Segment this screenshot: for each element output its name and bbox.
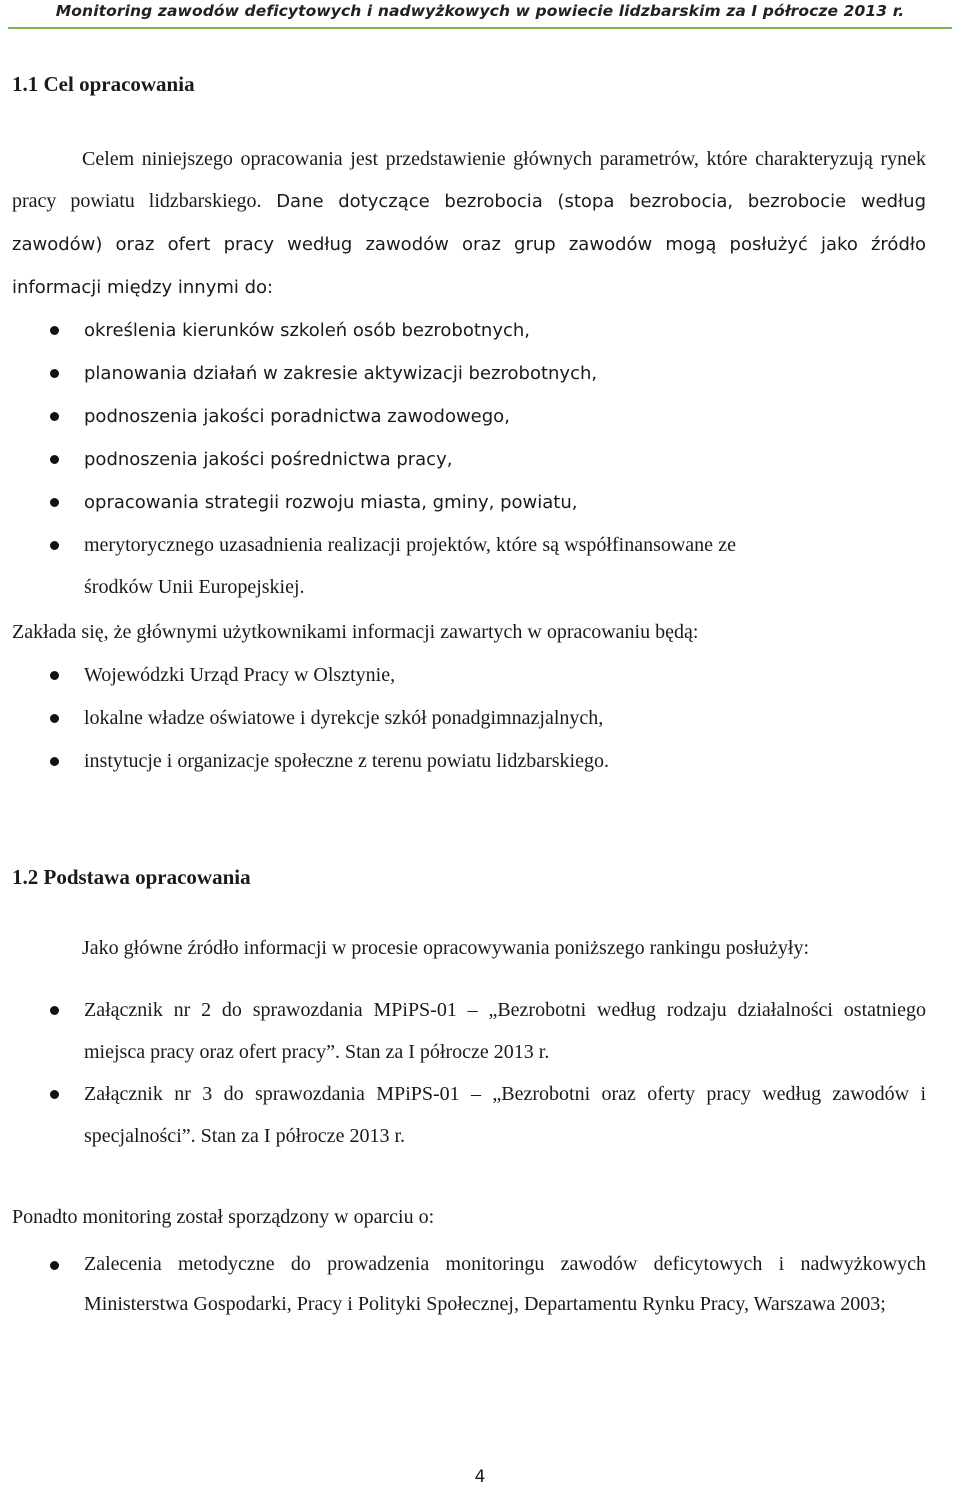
list-item: planowania działań w zakresie aktywizacji bezrobotnych,	[12, 352, 926, 395]
bullet-icon	[50, 1261, 59, 1270]
users-intro: Zakłada się, że głównymi użytkownikami informacji zawartych w opracowaniu będą:	[12, 621, 699, 643]
list-item: Wojewódzki Urząd Pracy w Olsztynie,	[12, 654, 926, 697]
running-header	[0, 0, 960, 40]
list-item: podnoszenia jakości pośrednictwa pracy,	[12, 438, 926, 481]
list-item: lokalne władze oświatowe i dyrekcje szkół ponadgimnazjalnych,	[12, 697, 926, 740]
list-item: podnoszenia jakości poradnictwa zawodowego,	[12, 395, 926, 438]
list-item: określenia kierunków szkoleń osób bezrobotnych,	[12, 309, 926, 352]
also-intro: Ponadto monitoring został sporządzony w oparciu o:	[12, 1205, 435, 1228]
bullet-icon	[50, 671, 59, 680]
bullet-icon	[50, 1006, 59, 1015]
header-title: Monitoring zawodów deficytowych i nadwyżkowych w powiecie lidzbarskim za I półrocze 2013 r.	[55, 2, 905, 20]
list-item: Załącznik nr 3 do sprawozdania MPiPS-01 – „Bezrobotni oraz oferty pracy według zawodów i specjalności”. Stan za I półrocze 2013 r.	[12, 1073, 926, 1157]
section-heading-1-2: 1.2 Podstawa opracowania	[12, 864, 251, 889]
bullet-icon	[50, 369, 59, 378]
list-item: instytucje i organizacje społeczne z terenu powiatu lidzbarskiego.	[12, 740, 926, 783]
bullet-icon	[50, 498, 59, 507]
sources-intro: Jako główne źródło informacji w procesie opracowywania poniższego rankingu posłużyły:	[82, 936, 810, 959]
intro-text-part2: Dane dotyczące bezrobocia (stopa bezrobocia, bezrobocie według zawodów) oraz ofert pracy według zawodów oraz grup zawodów mogą posłużyć jako źródło informacji między innymi do:	[12, 191, 927, 298]
bullet-icon	[50, 326, 59, 335]
intro-text-part1: Celem niniejszego opracowania jest przedstawienie głównych parametrów, które charakteryzują rynek pracy powiatu lidzbarskiego.	[12, 148, 926, 212]
intro-paragraph	[12, 138, 926, 309]
bullet-icon	[50, 714, 59, 723]
sources-list	[12, 989, 926, 1157]
bullet-icon	[50, 757, 59, 766]
bullet-icon	[50, 412, 59, 421]
bullet-icon	[50, 541, 59, 550]
list-item: opracowania strategii rozwoju miasta, gminy, powiatu,	[12, 481, 926, 524]
also-list	[12, 1244, 926, 1324]
header-rule	[8, 27, 952, 29]
list-item: Zalecenia metodyczne do prowadzenia monitoringu zawodów deficytowych i nadwyżkowych Ministerstwa Gospodarki, Pracy i Polityki Społecznej, Departamentu Rynku Pracy, Warszawa 2003;	[12, 1244, 926, 1324]
list-item: Załącznik nr 2 do sprawozdania MPiPS-01 – „Bezrobotni według rodzaju działalności ostatniego miejsca pracy oraz ofert pracy”. Stan za I półrocze 2013 r.	[12, 989, 926, 1073]
page-number: 4	[474, 1467, 486, 1487]
uses-list	[12, 309, 926, 608]
users-list	[12, 654, 926, 783]
list-item: merytorycznego uzasadnienia realizacji projektów, które są współfinansowane ze środków Unii Europejskiej.	[12, 524, 926, 608]
bullet-icon	[50, 455, 59, 464]
page-content	[12, 60, 926, 1324]
bullet-icon	[50, 1090, 59, 1099]
section-heading-1-1: 1.1 Cel opracowania	[12, 72, 195, 96]
